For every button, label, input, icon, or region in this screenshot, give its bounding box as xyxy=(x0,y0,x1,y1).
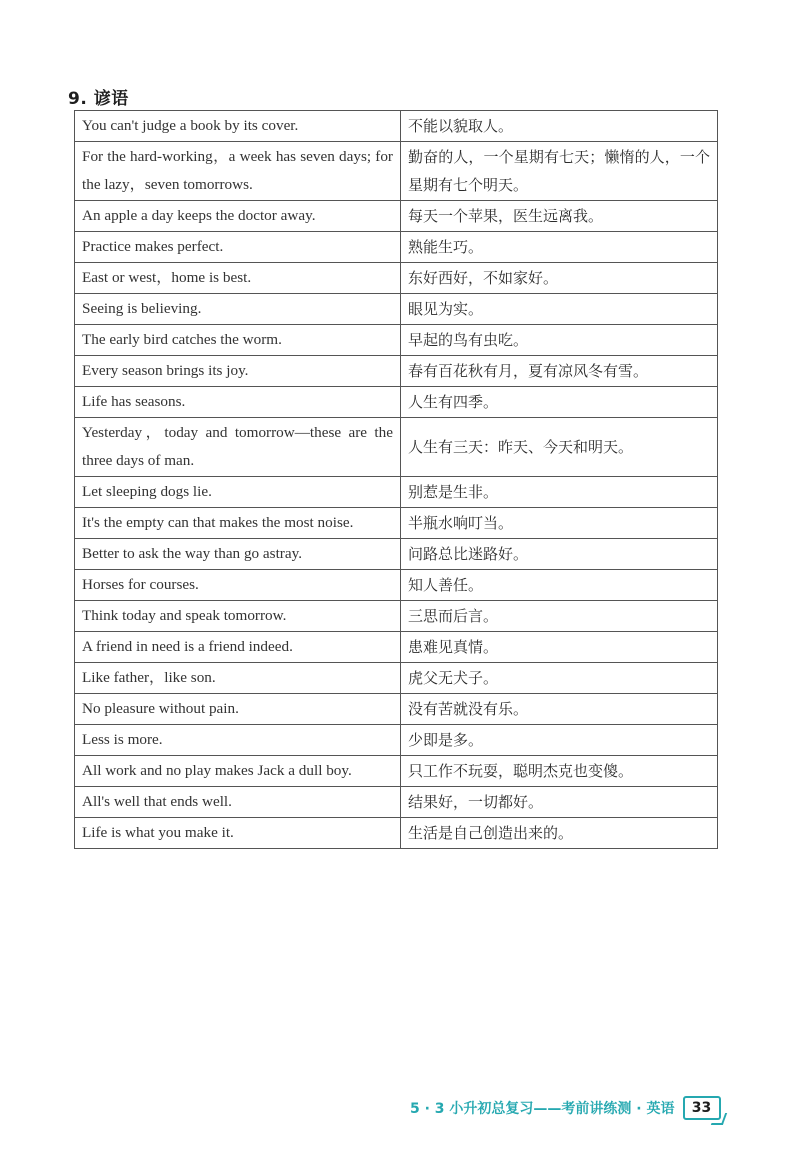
english-proverb: Life is what you make it. xyxy=(75,818,401,849)
chinese-translation: 少即是多。 xyxy=(401,725,718,756)
english-proverb: An apple a day keeps the doctor away. xyxy=(75,201,401,232)
chinese-translation: 每天一个苹果，医生远离我。 xyxy=(401,201,718,232)
english-proverb: The early bird catches the worm. xyxy=(75,325,401,356)
english-proverb: Life has seasons. xyxy=(75,387,401,418)
table-row xyxy=(75,508,718,539)
table-row xyxy=(75,111,718,142)
table-row xyxy=(75,663,718,694)
page-number: 33 xyxy=(691,1100,712,1116)
chinese-translation: 熟能生巧。 xyxy=(401,232,718,263)
table-row xyxy=(75,356,718,387)
table-row xyxy=(75,263,718,294)
chinese-translation: 患难见真情。 xyxy=(401,632,718,663)
chinese-translation: 没有苦就没有乐。 xyxy=(401,694,718,725)
chinese-translation: 人生有三天：昨天、今天和明天。 xyxy=(401,418,718,477)
chinese-translation: 勤奋的人，一个星期有七天；懒惰的人，一个星期有七个明天。 xyxy=(401,142,718,201)
table-row xyxy=(75,570,718,601)
english-proverb: Like father，like son. xyxy=(75,663,401,694)
english-proverb: East or west，home is best. xyxy=(75,263,401,294)
table-row xyxy=(75,539,718,570)
english-proverb: Seeing is believing. xyxy=(75,294,401,325)
english-proverb: Horses for courses. xyxy=(75,570,401,601)
table-row xyxy=(75,694,718,725)
chinese-translation: 不能以貌取人。 xyxy=(401,111,718,142)
english-proverb: It's the empty can that makes the most noise. xyxy=(75,508,401,539)
table-row xyxy=(75,418,718,477)
chinese-translation: 虎父无犬子。 xyxy=(401,663,718,694)
chinese-translation: 三思而后言。 xyxy=(401,601,718,632)
table-row xyxy=(75,232,718,263)
english-proverb: Think today and speak tomorrow. xyxy=(75,601,401,632)
english-proverb: A friend in need is a friend indeed. xyxy=(75,632,401,663)
chinese-translation: 问路总比迷路好。 xyxy=(401,539,718,570)
table-row xyxy=(75,325,718,356)
chinese-translation: 别惹是生非。 xyxy=(401,477,718,508)
table-row xyxy=(75,756,718,787)
table-row xyxy=(75,725,718,756)
english-proverb: You can't judge a book by its cover. xyxy=(75,111,401,142)
english-proverb: Practice makes perfect. xyxy=(75,232,401,263)
chinese-translation: 早起的鸟有虫吃。 xyxy=(401,325,718,356)
page-footer xyxy=(410,1094,721,1122)
table-row xyxy=(75,477,718,508)
section-title: 9. 谚语 xyxy=(68,89,129,109)
english-proverb: All work and no play makes Jack a dull boy. xyxy=(75,756,401,787)
table-row xyxy=(75,142,718,201)
chinese-translation: 半瓶水响叮当。 xyxy=(401,508,718,539)
table-row xyxy=(75,632,718,663)
english-proverb: No pleasure without pain. xyxy=(75,694,401,725)
page-number-badge xyxy=(683,1096,721,1120)
book-title: 5 · 3 小升初总复习——考前讲练测 · 英语 xyxy=(410,1101,675,1117)
proverbs-table-body xyxy=(75,111,718,849)
english-proverb: Every season brings its joy. xyxy=(75,356,401,387)
proverbs-table xyxy=(74,110,718,849)
table-row xyxy=(75,601,718,632)
chinese-translation: 结果好，一切都好。 xyxy=(401,787,718,818)
english-proverb: Yesterday，today and tomorrow—these are the three days of man. xyxy=(75,418,401,477)
chinese-translation: 春有百花秋有月，夏有凉风冬有雪。 xyxy=(401,356,718,387)
chinese-translation: 东好西好，不如家好。 xyxy=(401,263,718,294)
table-row xyxy=(75,387,718,418)
english-proverb: For the hard-working，a week has seven days; for the lazy，seven tomorrows. xyxy=(75,142,401,201)
table-row xyxy=(75,818,718,849)
chinese-translation: 知人善任。 xyxy=(401,570,718,601)
table-row xyxy=(75,787,718,818)
table-row xyxy=(75,201,718,232)
english-proverb: Less is more. xyxy=(75,725,401,756)
chinese-translation: 生活是自己创造出来的。 xyxy=(401,818,718,849)
table-row xyxy=(75,294,718,325)
english-proverb: Let sleeping dogs lie. xyxy=(75,477,401,508)
chinese-translation: 眼见为实。 xyxy=(401,294,718,325)
english-proverb: All's well that ends well. xyxy=(75,787,401,818)
chinese-translation: 只工作不玩耍，聪明杰克也变傻。 xyxy=(401,756,718,787)
chinese-translation: 人生有四季。 xyxy=(401,387,718,418)
english-proverb: Better to ask the way than go astray. xyxy=(75,539,401,570)
